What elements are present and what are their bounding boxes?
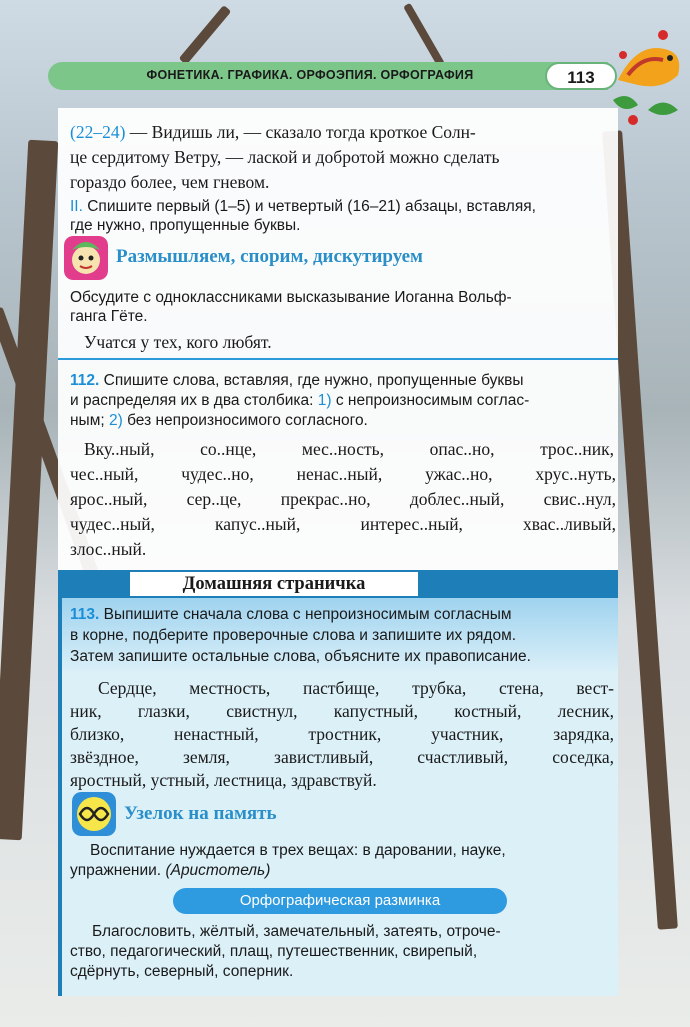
ex113-line-3: Затем запишите остальные слова, объясните их правописание. xyxy=(70,648,531,665)
ex113-line-1: 113. Выпишите сначала слова с непроизносимым согласным xyxy=(70,606,512,623)
memo-author: (Аристотель) xyxy=(165,862,271,879)
story-line-2: це сердитому Ветру, — лаской и добротой можно сделать xyxy=(70,147,500,167)
ex112-words-4: чудес..ный, капус..ный, интерес..ный, хвас..ливый, xyxy=(70,514,616,534)
ex113-words-4: звёздное, земля, завистливый, счастливый, соседка, xyxy=(70,747,614,767)
ex113-words-1: Сердце, местность, пастбище, трубка, стена, вест- xyxy=(98,678,614,698)
goethe-quote: Учатся у тех, кого любят. xyxy=(84,332,272,352)
discussion-heading: Размышляем, спорим, дискутируем xyxy=(116,246,423,267)
knot-icon xyxy=(72,792,116,836)
ex113-words-2: ник, глазки, свистнул, капустный, костный, лесник, xyxy=(70,701,614,721)
warmup-line-3: сдёрнуть, северный, соперник. xyxy=(70,963,294,980)
ex112-line-3: ным; 2) без непроизносимого согласного. xyxy=(70,412,368,429)
memo-line-1: Воспитание нуждается в трех вещах: в даровании, науке, xyxy=(90,842,506,859)
discussion-line-2: ганга Гёте. xyxy=(70,308,148,325)
warmup-line-2: ство, педагогический, плащ, путешественник, свирепый, xyxy=(70,943,478,960)
paragraph-ref: (22–24) xyxy=(70,122,126,142)
discussion-icon xyxy=(64,236,108,280)
ex113-words-3: близко, ненастный, тростник, участник, зарядка, xyxy=(70,724,614,744)
ex113-words-5: яростный, устный, лестница, здравствуй. xyxy=(70,770,377,790)
warmup-label: Орфографическая разминка xyxy=(173,888,507,914)
task-ii-line-2: где нужно, пропущенные буквы. xyxy=(70,217,301,234)
ex112-line-2: и распределяя их в два столбика: 1) с непроизносимым соглас- xyxy=(70,392,530,409)
running-header-title: ФОНЕТИКА. ГРАФИКА. ОРФОЭПИЯ. ОРФОГРАФИЯ xyxy=(146,68,474,82)
discussion-line-1: Обсудите с одноклассниками высказывание Иоганна Вольф- xyxy=(70,289,512,306)
ex112-words-3: ярос..ный, сер..це, прекрас..но, доблес..ный, свис..нул, xyxy=(70,489,616,509)
folk-bird-ornament xyxy=(608,20,688,130)
page-number: 113 xyxy=(545,62,617,90)
ex112-words-5: злос..ный. xyxy=(70,539,147,559)
memo-line-2: упражнении. (Аристотель) xyxy=(70,862,271,879)
home-section-title: Домашняя страничка xyxy=(130,572,418,596)
divider xyxy=(58,358,618,360)
ex113-line-2: в корне, подберите проверочные слова и запишите их рядом. xyxy=(70,627,517,644)
warmup-line-1: Благословить, жёлтый, замечательный, затеять, отроче- xyxy=(92,923,501,940)
task-ii-line-1: II. Спишите первый (1–5) и четвертый (16–21) абзацы, вставляя, xyxy=(70,198,536,215)
ex112-line-1: 112. Спишите слова, вставляя, где нужно, пропущенные буквы xyxy=(70,372,524,389)
story-line-3: гораздо более, чем гневом. xyxy=(70,172,270,192)
memo-heading: Узелок на память xyxy=(124,803,277,824)
story-line-1: (22–24) — Видишь ли, — сказало тогда кроткое Солн- xyxy=(70,122,476,142)
ex112-words-1: Вку..ный, со..нце, мес..ность, опас..но, трос..ник, xyxy=(84,439,614,459)
ex112-words-2: чес..ный, чудес..но, ненас..ный, ужас..но, хрус..нуть, xyxy=(70,464,616,484)
